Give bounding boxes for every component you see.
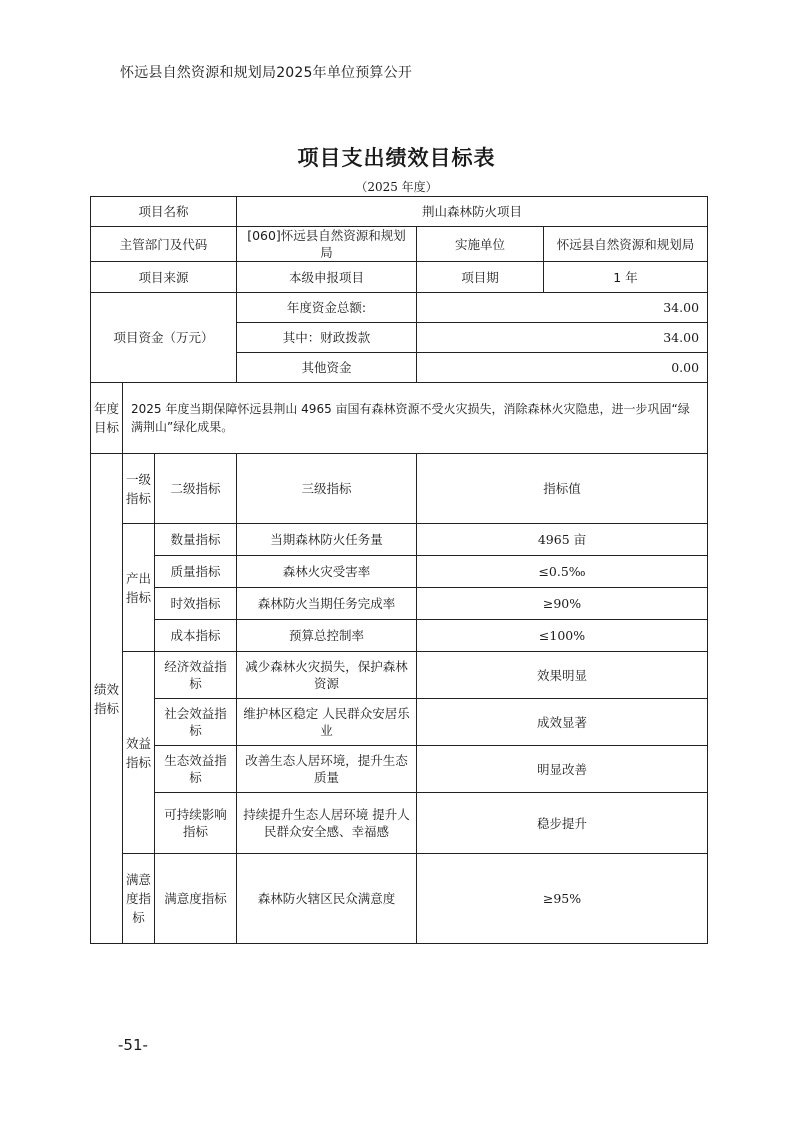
funds-fiscal-value: 34.00 xyxy=(417,323,708,353)
page-subtitle: （2025 年度） xyxy=(355,180,438,194)
benefit-l3-cell: 改善生态人居环境，提升生态质量 xyxy=(237,746,417,793)
source-label: 项目来源 xyxy=(91,262,237,293)
benefit-l3-cell: 减少森林火灾损失，保护森林资源 xyxy=(237,652,417,699)
funds-total-label: 年度资金总额: xyxy=(237,293,417,323)
output-value-cell: 4965 亩 xyxy=(417,524,708,556)
funds-label xyxy=(91,293,237,383)
benefit-l2-cell: 可持续影响指标 xyxy=(155,793,237,854)
funds-other-label: 其他资金 xyxy=(237,353,417,383)
table-row xyxy=(91,556,708,588)
benefit-label: 效益指标 xyxy=(123,652,155,854)
output-l2-cell: 质量指标 xyxy=(155,556,237,588)
table-row xyxy=(91,620,708,652)
period-label: 项目期 xyxy=(417,262,544,293)
benefit-value-cell: 效果明显 xyxy=(417,652,708,699)
goal-label: 年度目标 xyxy=(91,383,123,454)
output-l3-cell: 当期森林防火任务量 xyxy=(237,524,417,556)
dept-label: 主管部门及代码 xyxy=(91,227,237,262)
output-label: 产出指标 xyxy=(123,524,155,652)
goal-text: 2025 年度当期保障怀远县荆山 4965 亩国有森林资源不受火灾损失，消除森林火灾隐患，进一步巩固“绿满荆山”绿化成果。 xyxy=(123,383,708,454)
output-value-cell: ≥90% xyxy=(417,588,708,620)
benefit-l2-cell: 生态效益指标 xyxy=(155,746,237,793)
output-value-cell: ≤100% xyxy=(417,620,708,652)
level1-header: 一级指标 xyxy=(123,454,155,524)
benefit-value-cell: 成效显著 xyxy=(417,699,708,746)
funds-other-value: 0.00 xyxy=(417,353,708,383)
table-row xyxy=(91,854,708,944)
output-l2-cell: 成本指标 xyxy=(155,620,237,652)
document-header: 怀远县自然资源和规划局2025年单位预算公开 xyxy=(120,65,413,81)
benefit-l2-cell: 社会效益指标 xyxy=(155,699,237,746)
satisfaction-label: 满意度指标 xyxy=(123,854,155,944)
level2-header: 二级指标 xyxy=(155,454,237,524)
project-name-label: 项目名称 xyxy=(91,197,237,227)
funds-fiscal-label: 其中：财政拨款 xyxy=(237,323,417,353)
table-row xyxy=(91,588,708,620)
table-row xyxy=(91,793,708,854)
row-department xyxy=(91,227,708,262)
impl-label: 实施单位 xyxy=(417,227,544,262)
funds-total-value: 34.00 xyxy=(417,293,708,323)
table-row xyxy=(91,652,708,699)
row-project-name xyxy=(91,197,708,227)
row-funds-total xyxy=(91,293,708,323)
satisfaction-l3-cell: 森林防火辖区民众满意度 xyxy=(237,854,417,944)
benefit-value-cell: 稳步提升 xyxy=(417,793,708,854)
perf-label: 绩效指标 xyxy=(91,454,123,944)
row-annual-goal xyxy=(91,383,708,454)
performance-table xyxy=(90,196,708,944)
row-indicator-headers xyxy=(91,454,708,524)
period-value: 1 年 xyxy=(544,262,708,293)
benefit-l2-cell: 经济效益指标 xyxy=(155,652,237,699)
table-row xyxy=(91,746,708,793)
project-name-value: 荆山森林防火项目 xyxy=(237,197,708,227)
level3-header: 三级指标 xyxy=(237,454,417,524)
benefit-value-cell: 明显改善 xyxy=(417,746,708,793)
source-value: 本级申报项目 xyxy=(237,262,417,293)
output-value-cell: ≤0.5‰ xyxy=(417,556,708,588)
output-l3-cell: 预算总控制率 xyxy=(237,620,417,652)
value-header: 指标值 xyxy=(417,454,708,524)
output-l2-cell: 数量指标 xyxy=(155,524,237,556)
row-source xyxy=(91,262,708,293)
table-row xyxy=(91,699,708,746)
impl-value: 怀远县自然资源和规划局 xyxy=(544,227,708,262)
funds-label-text: 项目资金（万元） xyxy=(113,330,214,345)
satisfaction-l2-cell: 满意度指标 xyxy=(155,854,237,944)
dept-value: [060]怀远县自然资源和规划局 xyxy=(237,227,417,262)
output-l3-cell: 森林防火当期任务完成率 xyxy=(237,588,417,620)
benefit-l3-cell: 持续提升生态人居环境 提升人民群众安全感、幸福感 xyxy=(237,793,417,854)
output-l2-cell: 时效指标 xyxy=(155,588,237,620)
output-l3-cell: 森林火灾受害率 xyxy=(237,556,417,588)
table-row xyxy=(91,524,708,556)
satisfaction-value-cell: ≥95% xyxy=(417,854,708,944)
page-title: 项目支出绩效目标表 xyxy=(297,146,496,170)
benefit-l3-cell: 维护林区稳定 人民群众安居乐业 xyxy=(237,699,417,746)
page-number: -51- xyxy=(118,1036,148,1054)
